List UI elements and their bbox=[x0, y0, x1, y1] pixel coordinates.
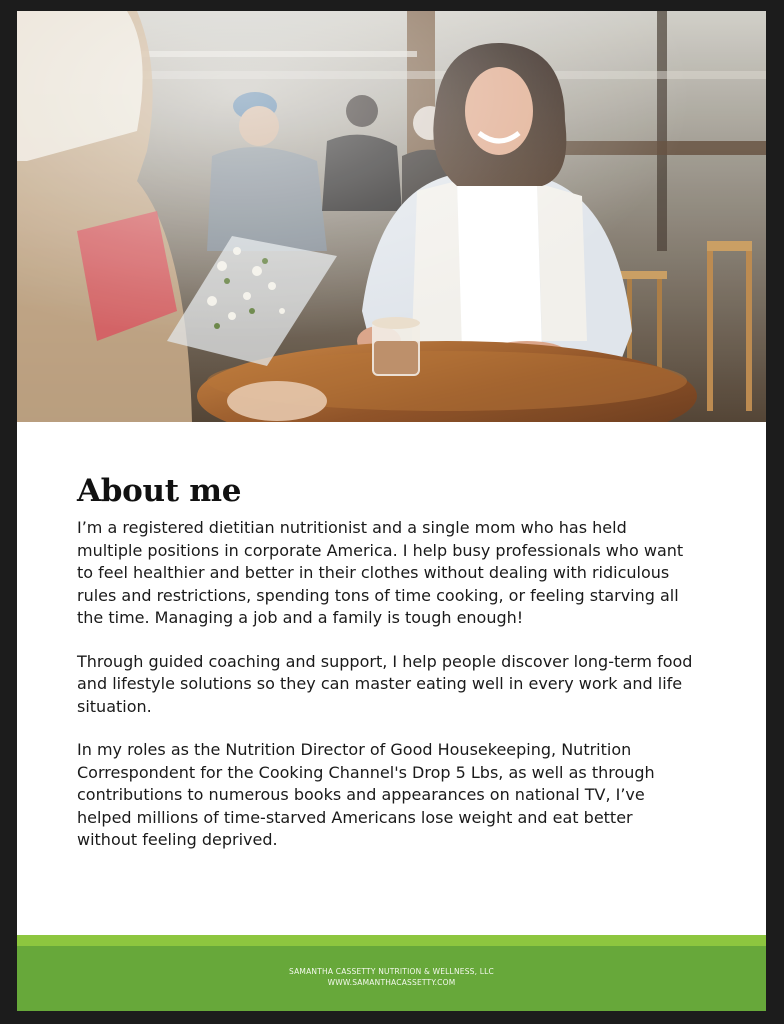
document-page bbox=[17, 11, 766, 1011]
about-paragraph-2: Through guided coaching and support, I help people discover long-term food and lifestyle solutions so they can master eating well in every work and life situation. bbox=[77, 651, 693, 716]
about-paragraph-3: In my roles as the Nutrition Director of Good Housekeeping, Nutrition Correspondent for the Cooking Channel's Drop 5 Lbs, as well as through contributions to numerous books and appearances on national TV, I’ve helped millions of time-starved Americans lose weight and eat better without feeling deprived. bbox=[77, 740, 655, 849]
footer-company: SAMANTHA CASSETTY NUTRITION & WELLNESS, LLC bbox=[289, 967, 494, 976]
footer-accent-stripe bbox=[17, 935, 766, 946]
footer bbox=[17, 966, 766, 988]
section-heading: About me bbox=[77, 473, 242, 509]
about-section bbox=[77, 473, 697, 873]
about-paragraph-1: I’m a registered dietitian nutritionist and a single mom who has held multiple positions in corporate America. I help busy professionals who want to feel healthier and better in their clothes without dealing with ridiculous rules and restrictions, spending tons of time cooking, or feeling starving all the time. Managing a job and a family is tough enough! bbox=[77, 518, 684, 627]
hero-photo bbox=[17, 11, 766, 422]
cafe-scene-illustration bbox=[17, 11, 766, 422]
footer-website: WWW.SAMANTHACASSETTY.COM bbox=[327, 978, 456, 987]
